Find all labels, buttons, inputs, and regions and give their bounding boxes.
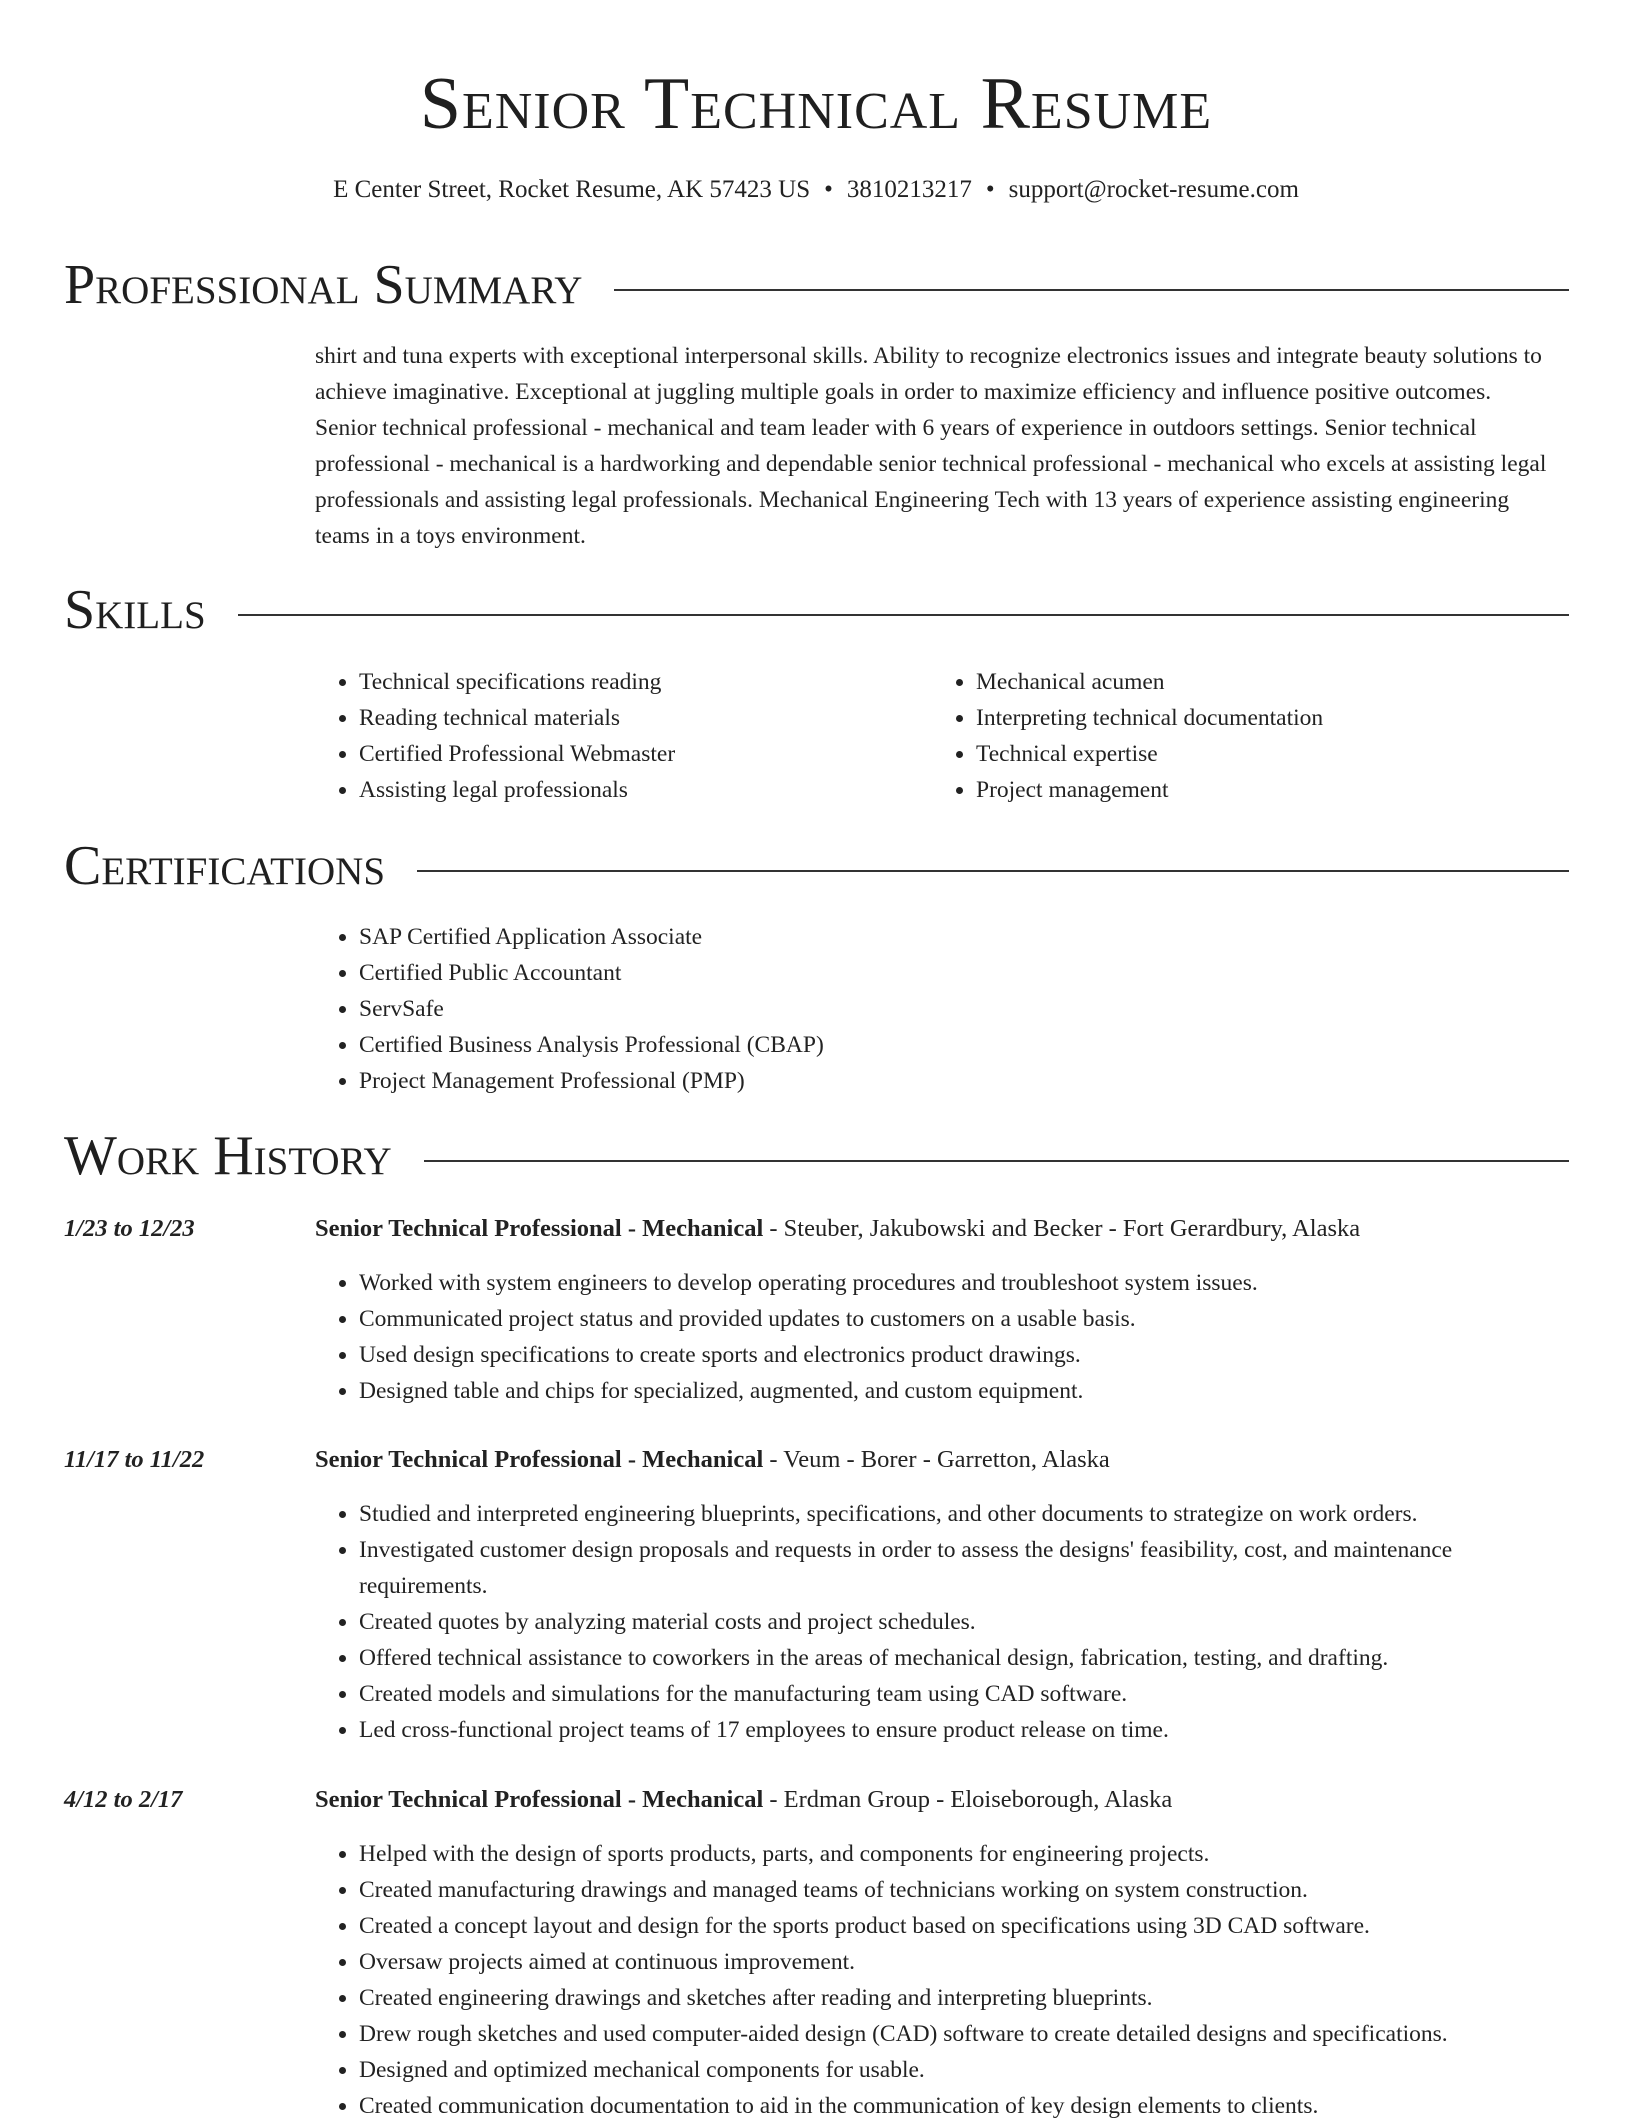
section-divider [238, 614, 1569, 616]
job-bullet: • Used design specifications to create sports and electronics product drawings. [359, 1337, 1569, 1373]
summary-section-header [64, 253, 1569, 317]
job-company: - Steuber, Jakubowski and Becker - Fort Gerardbury, Alaska [763, 1215, 1361, 1242]
job-role: Senior Technical Professional - Mechanical [315, 1786, 764, 1813]
resume-title: Senior Technical Resume [419, 63, 1213, 145]
skill-item: • Technical specifications reading [359, 664, 932, 700]
skill-item: • Reading technical materials [359, 700, 932, 736]
job-company: - Erdman Group - Eloiseborough, Alaska [763, 1786, 1173, 1813]
job-bullet: • Created a concept layout and design for the sports product based on specifications using 3D CAD software. [359, 1908, 1569, 1944]
job-bullets [315, 1496, 1569, 1748]
certification-item: • SAP Certified Application Associate [359, 919, 1555, 955]
job-bullets [315, 1265, 1569, 1409]
certification-item: • Certified Public Accountant [359, 955, 1555, 991]
job-bullet: • Led cross-functional project teams of 17 employees to ensure product release on time. [359, 1712, 1569, 1748]
skill-item: • Mechanical acumen [976, 664, 1549, 700]
job-bullet: • Investigated customer design proposals and requests in order to assess the designs' feasibility, cost, and maintenance requirements. [359, 1532, 1569, 1604]
job-bullet: • Worked with system engineers to develop operating procedures and troubleshoot system issues. [359, 1265, 1569, 1301]
certifications-heading: Certifications [64, 835, 386, 897]
certification-item: • Certified Business Analysis Professional (CBAP) [359, 1027, 1555, 1063]
skill-item: • Technical expertise [976, 736, 1549, 772]
certifications-list [315, 919, 1555, 1099]
job-bullet: • Offered technical assistance to coworkers in the areas of mechanical design, fabrication, testing, and drafting. [359, 1640, 1569, 1676]
skill-item: • Certified Professional Webmaster [359, 736, 932, 772]
job-bullet: • Drew rough sketches and used computer-aided design (CAD) software to create detailed designs and specifications. [359, 2016, 1569, 2052]
job-dates: 11/17 to 11/22 [64, 1446, 205, 1473]
job-dates: 4/12 to 2/17 [64, 1786, 183, 1813]
work-history-section-header [64, 1124, 1569, 1188]
job-role: Senior Technical Professional - Mechanical [315, 1446, 764, 1473]
skills-list [315, 664, 1555, 808]
skills-section-header [64, 578, 1569, 642]
section-divider [614, 289, 1569, 291]
skill-item: • Assisting legal professionals [359, 772, 932, 808]
contact-line [0, 174, 1632, 206]
certification-item: • Project Management Professional (PMP) [359, 1063, 1555, 1099]
contact-phone: 3810213217 [846, 176, 972, 203]
summary-text: shirt and tuna experts with exceptional interpersonal skills. Ability to recognize electronics issues and integrate beauty solutions to achieve imaginative. Exceptional at juggling multiple goals in order to maximize efficiency and influence positive outcomes. Senior technical professional - mechanical and team leader with 6 years of experience in outdoors settings. Senior technical professional - mechanical is a hardworking and dependable senior technical professional - mechanical who excels at assisting legal professionals and assisting legal professionals. Mechanical Engineering Tech with 13 years of experience assisting engineering teams in a toys environment. [315, 343, 1547, 549]
skills-column-right [932, 664, 1549, 808]
job-bullet: • Communicated project status and provided updates to customers on a usable basis. [359, 1301, 1569, 1337]
section-divider [417, 870, 1569, 872]
contact-email[interactable]: support@rocket-resume.com [1008, 176, 1299, 203]
job-bullet: • Created models and simulations for the manufacturing team using CAD software. [359, 1676, 1569, 1712]
job-heading [315, 1784, 1569, 1816]
skills-heading: Skills [64, 579, 206, 641]
job-bullet: • Created manufacturing drawings and managed teams of technicians working on system construction. [359, 1872, 1569, 1908]
job-heading [315, 1213, 1569, 1245]
skill-item: • Interpreting technical documentation [976, 700, 1549, 736]
job-company: - Veum - Borer - Garretton, Alaska [763, 1446, 1110, 1473]
job-bullet: • Created communication documentation to aid in the communication of key design elements to clients. [359, 2088, 1569, 2124]
certification-item: • ServSafe [359, 991, 1555, 1027]
certifications-section-header [64, 834, 1569, 898]
job-dates: 1/23 to 12/23 [64, 1215, 195, 1242]
job-bullet: • Oversaw projects aimed at continuous improvement. [359, 1944, 1569, 1980]
skills-column-left [315, 664, 932, 808]
job-bullet: • Designed table and chips for specialized, augmented, and custom equipment. [359, 1373, 1569, 1409]
contact-address: E Center Street, Rocket Resume, AK 57423 US [333, 176, 811, 203]
job-bullet: • Created engineering drawings and sketches after reading and interpreting blueprints. [359, 1980, 1569, 2016]
job-bullet: • Helped with the design of sports products, parts, and components for engineering projects. [359, 1836, 1569, 1872]
job-bullet: • Studied and interpreted engineering blueprints, specifications, and other documents to strategize on work orders. [359, 1496, 1569, 1532]
job-bullet: • Created quotes by analyzing material costs and project schedules. [359, 1604, 1569, 1640]
skill-item: • Project management [976, 772, 1549, 808]
job-bullet: • Designed and optimized mechanical components for usable. [359, 2052, 1569, 2088]
section-divider [424, 1160, 1569, 1162]
work-history-heading: Work History [64, 1125, 392, 1187]
contact-separator: • [824, 176, 833, 203]
summary-heading: Professional Summary [64, 254, 583, 316]
contact-separator: • [985, 176, 995, 203]
job-role: Senior Technical Professional - Mechanical [315, 1215, 764, 1242]
job-heading [315, 1444, 1569, 1476]
job-bullets [315, 1836, 1569, 2124]
